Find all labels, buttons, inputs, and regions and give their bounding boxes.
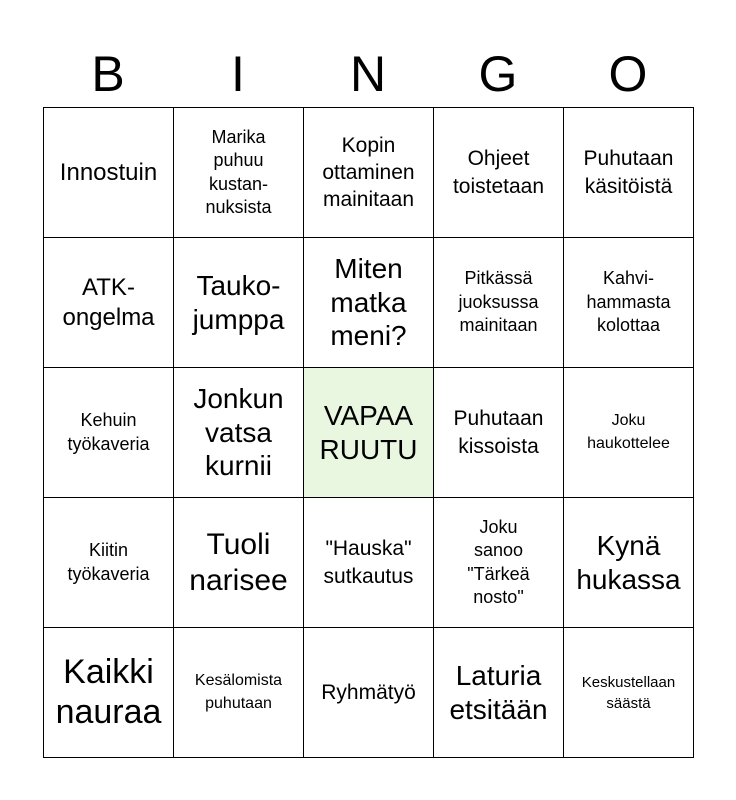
cell-text: Innostuin [59, 158, 158, 186]
cell-text: Tauko-jumppa [192, 269, 285, 335]
cell-text: Ryhmätyö [321, 680, 416, 704]
bingo-cell[interactable] [44, 628, 174, 758]
bingo-cell[interactable] [564, 368, 694, 498]
cell-text: Pitkässä juoksussa mainitaan [458, 268, 539, 336]
bingo-cell[interactable] [174, 238, 304, 368]
bingo-cell[interactable] [434, 108, 564, 238]
bingo-cell[interactable] [304, 238, 434, 368]
header-letter-b: B [91, 46, 125, 102]
bingo-cell[interactable] [174, 628, 304, 758]
bingo-cell[interactable] [304, 108, 434, 238]
cell-text: "Hauska" sutkautus [323, 537, 414, 588]
header-letter-n: N [349, 46, 387, 102]
cell-text: Kiitin työkaveria [67, 540, 150, 584]
bingo-cell[interactable] [434, 628, 564, 758]
bingo-cell[interactable] [44, 498, 174, 628]
cell-text: Kynä hukassa [576, 529, 681, 595]
bingo-cell[interactable] [564, 498, 694, 628]
cell-text: Tuoli narisee [189, 527, 288, 597]
cell-text: Ohjeet toistetaan [452, 147, 545, 198]
cell-text: Kesälomista puhutaan [194, 672, 283, 712]
bingo-cell[interactable] [434, 368, 564, 498]
bingo-free-cell[interactable] [304, 368, 434, 498]
bingo-cell[interactable] [434, 238, 564, 368]
cell-text: Jonkun vatsa kurnii [193, 383, 284, 482]
bingo-cell[interactable] [174, 368, 304, 498]
bingo-header [43, 40, 693, 108]
cell-text: Kopin ottaminen mainitaan [322, 133, 415, 212]
cell-text: Kahvi-hammasta kolottaa [586, 268, 671, 336]
bingo-cell[interactable] [434, 498, 564, 628]
bingo-cell[interactable] [174, 498, 304, 628]
bingo-cell[interactable] [174, 108, 304, 238]
cell-text: Marika puhuu kustan-nuksista [205, 126, 272, 217]
free-cell-text: VAPAA RUUTU [319, 399, 418, 465]
cell-text: Puhutaan kissoista [453, 407, 544, 458]
cell-text: ATK-ongelma [62, 273, 155, 331]
cell-text: Joku sanoo "Tärkeä nosto" [467, 516, 530, 607]
bingo-cell[interactable] [564, 108, 694, 238]
cell-text: Kehuin työkaveria [67, 410, 150, 454]
bingo-cell[interactable] [304, 498, 434, 628]
cell-text: Kaikki nauraa [55, 653, 162, 731]
cell-text: Puhutaan käsitöistä [583, 147, 674, 198]
bingo-cell[interactable] [44, 368, 174, 498]
cell-text: Miten matka meni? [330, 253, 407, 352]
header-letter-i: I [231, 46, 245, 102]
bingo-cell[interactable] [564, 628, 694, 758]
cell-text: Laturia etsitään [449, 659, 548, 725]
header-letter-g: G [478, 46, 518, 102]
cell-text: Joku haukottelee [587, 412, 670, 452]
bingo-cell[interactable] [304, 628, 434, 758]
header-letter-o: O [608, 46, 648, 102]
bingo-cell[interactable] [564, 238, 694, 368]
bingo-cell[interactable] [44, 238, 174, 368]
bingo-board [43, 107, 694, 758]
bingo-cell[interactable] [44, 108, 174, 238]
cell-text: Keskustellaan säästä [581, 673, 676, 712]
